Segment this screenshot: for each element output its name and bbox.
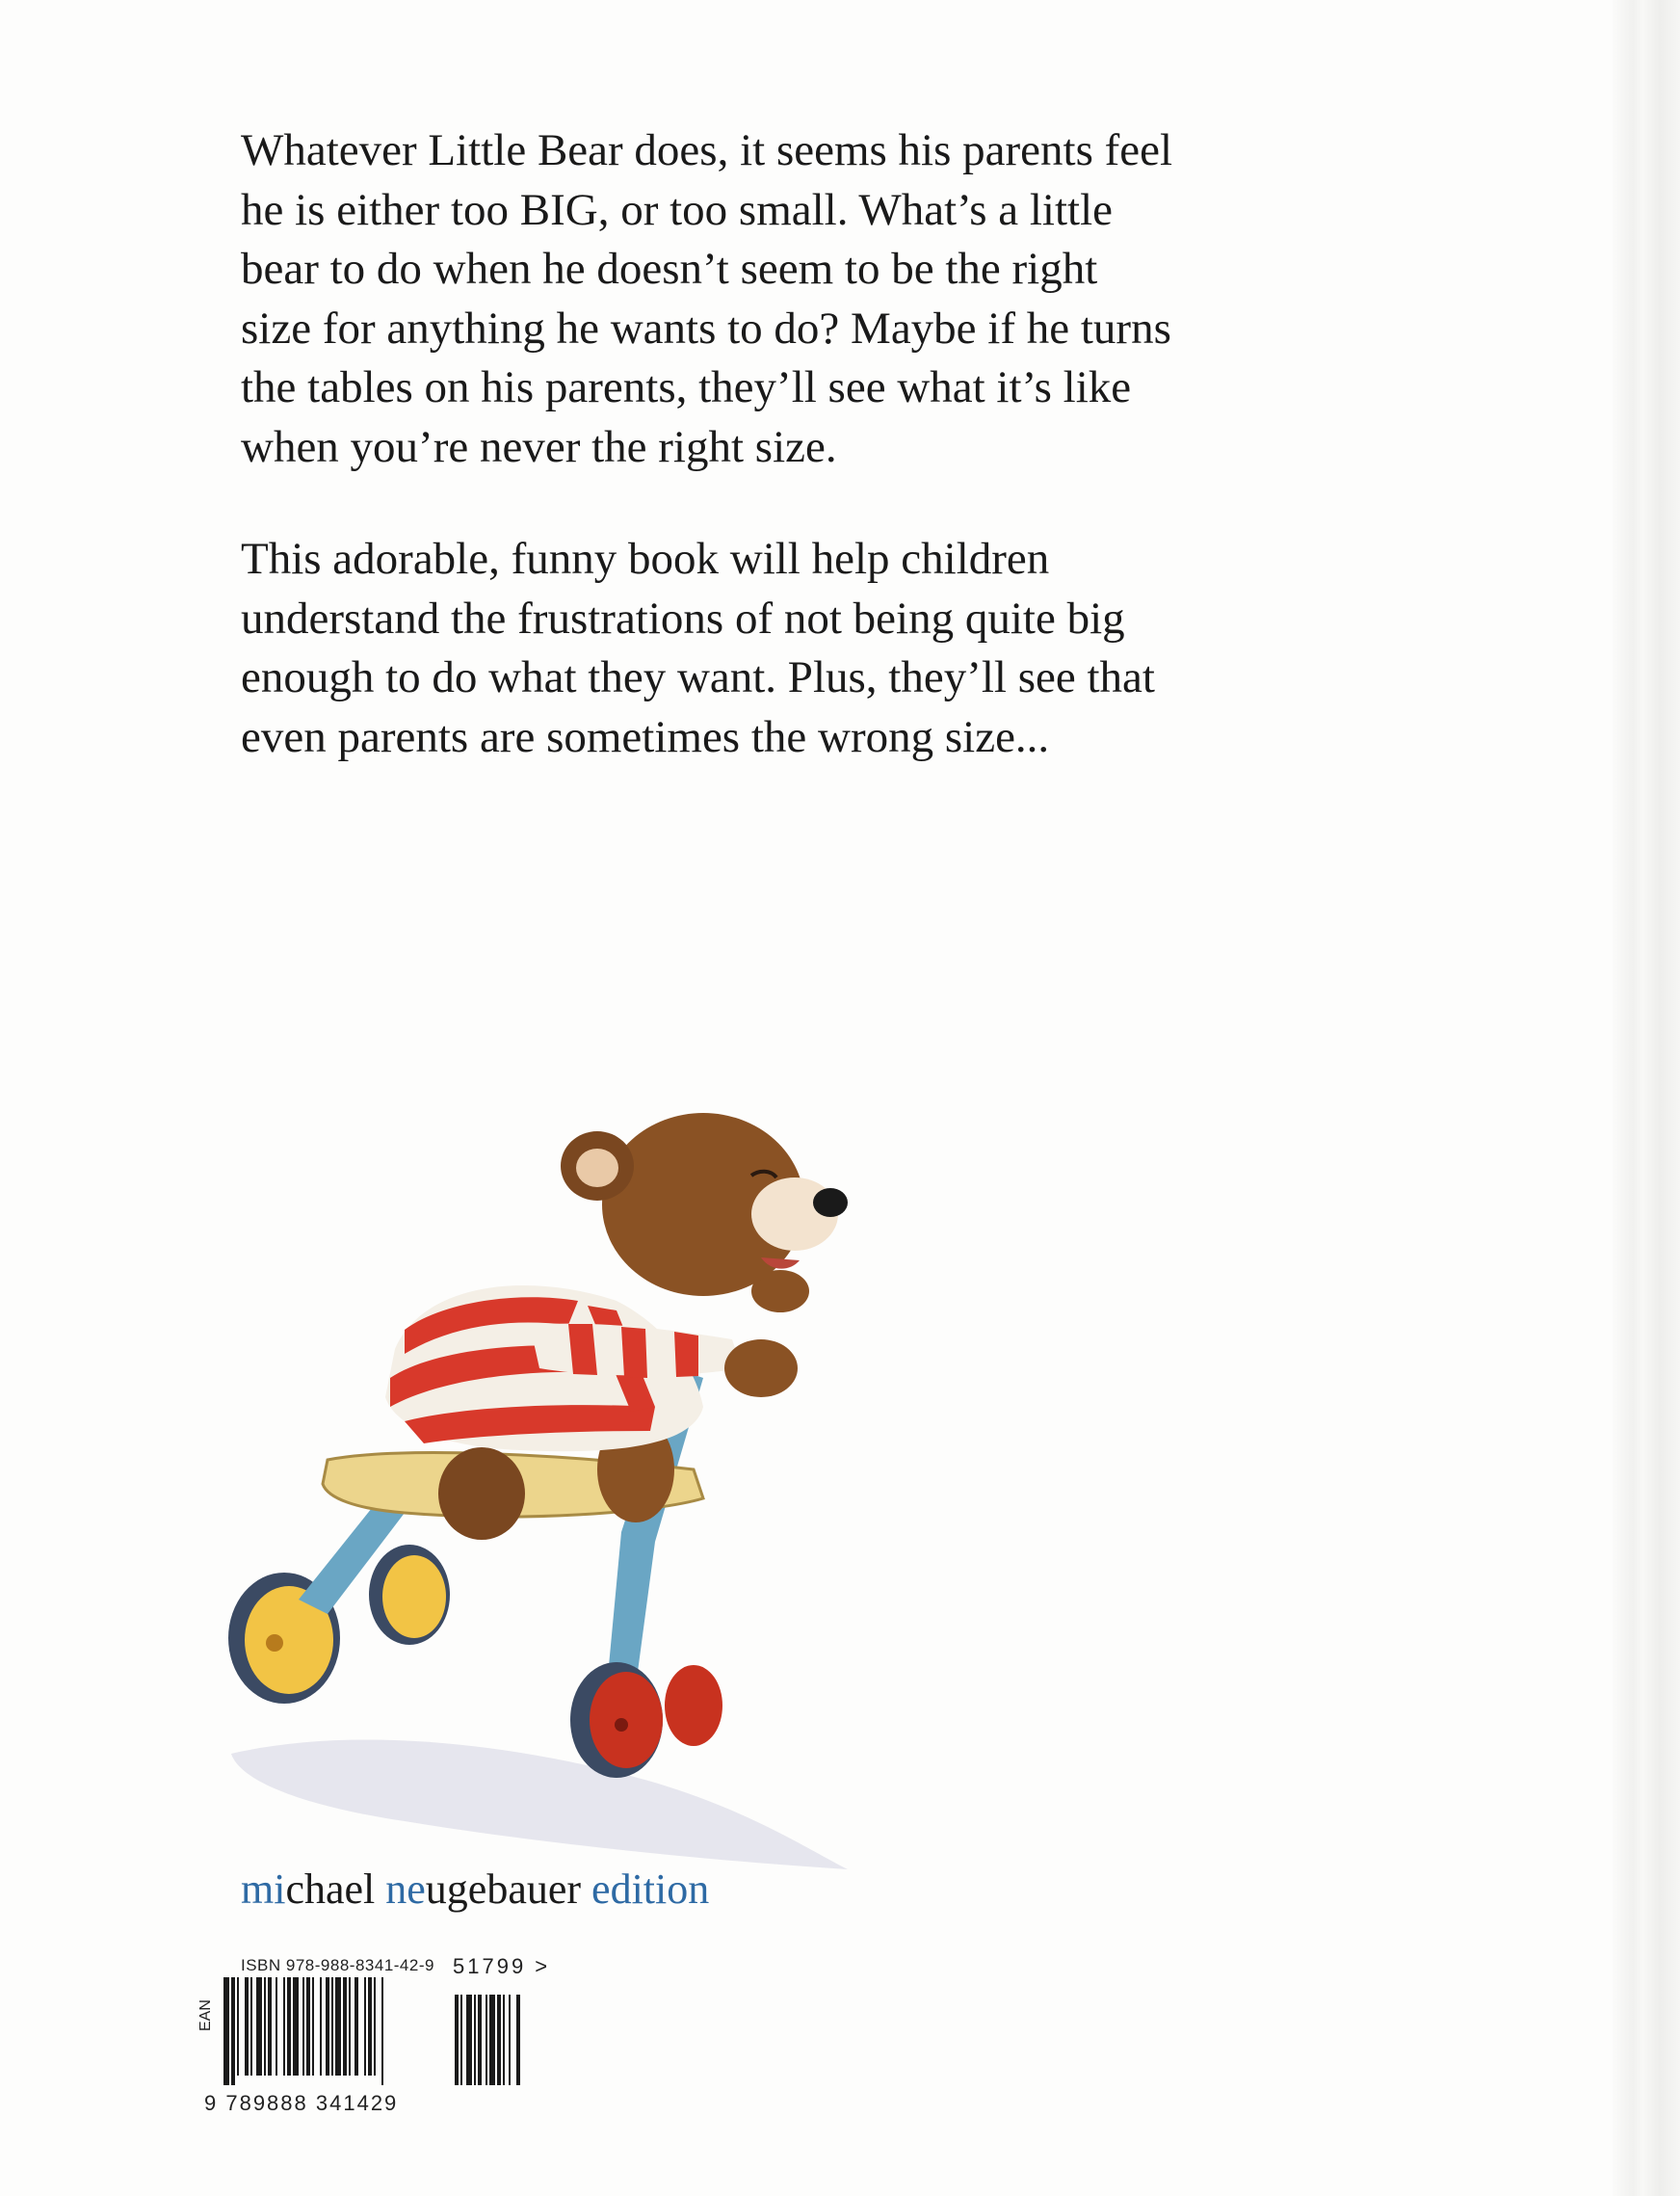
barcode-bar bbox=[293, 1977, 299, 2076]
blurb-line: size for anything he wants to do? Maybe if he turns bbox=[241, 303, 1171, 354]
barcode-bar bbox=[237, 1977, 239, 2076]
rear-wheel-right bbox=[369, 1545, 450, 1645]
barcode-bar bbox=[256, 1977, 262, 2076]
barcode-digits: 9 789888 341429 bbox=[204, 2091, 399, 2115]
blurb-line: he is either too BIG, or too small. What’s a little bbox=[241, 184, 1114, 235]
blurb-line: the tables on his parents, they’ll see what it’s like bbox=[241, 362, 1132, 412]
isbn-label: ISBN 978-988-8341-42-9 bbox=[241, 1956, 434, 1974]
blurb-line: when you’re never the right size. bbox=[241, 421, 837, 472]
barcode-bar bbox=[354, 1977, 358, 2076]
barcode-bar bbox=[374, 1977, 376, 2076]
bear-leg bbox=[438, 1447, 525, 1540]
barcode-bar bbox=[364, 1977, 366, 2076]
blurb-line: This adorable, funny book will help children bbox=[241, 534, 1050, 584]
barcode-bar bbox=[302, 1977, 304, 2076]
barcode-addon-bar bbox=[478, 1995, 482, 2085]
barcode-addon-bar bbox=[486, 1995, 487, 2085]
barcode-bar bbox=[223, 1977, 229, 2085]
front-wheel bbox=[570, 1662, 722, 1778]
barcode-bar bbox=[381, 1977, 383, 2085]
barcode-bar bbox=[368, 1977, 372, 2076]
barcode-addon-bar bbox=[455, 1995, 459, 2085]
spine-edge bbox=[1613, 0, 1680, 2196]
barcode-bar bbox=[349, 1977, 351, 2076]
publisher-imprint-part: chael bbox=[285, 1865, 386, 1913]
barcode-bar bbox=[268, 1977, 272, 2076]
barcode-bar bbox=[250, 1977, 252, 2076]
barcode-addon-bar bbox=[460, 1995, 462, 2085]
publisher-imprint bbox=[241, 1865, 709, 1914]
ground-shadow bbox=[231, 1740, 848, 1869]
barcode-addon-bar bbox=[489, 1995, 495, 2085]
blurb-line: enough to do what they want. Plus, they’ll see that bbox=[241, 652, 1155, 702]
barcode-bar bbox=[283, 1977, 285, 2076]
barcode-bar bbox=[276, 1977, 277, 2076]
blurb-line: bear to do when he doesn’t seem to be the right bbox=[241, 244, 1098, 294]
barcode-addon-bar bbox=[503, 1995, 505, 2085]
barcode-bar bbox=[306, 1977, 310, 2076]
bear-head bbox=[561, 1113, 848, 1296]
barcode-bar bbox=[287, 1977, 291, 2076]
barcode-bar bbox=[335, 1977, 341, 2076]
barcode-bar bbox=[326, 1977, 329, 2076]
blurb-line: understand the frustrations of not being quite big bbox=[241, 593, 1125, 644]
blurb-paragraph-2 bbox=[241, 530, 1397, 767]
publisher-imprint-part: ugebauer bbox=[425, 1865, 592, 1913]
bear-on-tricycle-illustration bbox=[116, 1089, 963, 1879]
bear-paw bbox=[724, 1339, 798, 1397]
publisher-imprint-part: edition bbox=[591, 1865, 710, 1913]
barcode-bar bbox=[343, 1977, 347, 2076]
barcode-bar bbox=[245, 1977, 249, 2076]
publisher-imprint-part: mi bbox=[241, 1865, 286, 1913]
publisher-imprint-part: ne bbox=[385, 1865, 426, 1913]
barcode-bar bbox=[320, 1977, 322, 2076]
barcode-addon-bar bbox=[516, 1995, 520, 2085]
barcode-bar bbox=[264, 1977, 266, 2076]
barcode-addon-bar bbox=[474, 1995, 476, 2085]
blurb-line: Whatever Little Bear does, it seems his parents feel bbox=[241, 125, 1173, 175]
blurb-paragraph-1 bbox=[241, 121, 1397, 477]
blurb-line: even parents are sometimes the wrong size... bbox=[241, 711, 1050, 762]
ean-label: EAN bbox=[197, 1999, 214, 2032]
barcode-bar bbox=[331, 1977, 333, 2076]
barcode-bar bbox=[231, 1977, 235, 2085]
barcode bbox=[223, 1977, 551, 2085]
barcode-addon-digits: 51799 > bbox=[453, 1954, 551, 1978]
barcode-bar bbox=[312, 1977, 314, 2076]
barcode-addon-bar bbox=[466, 1995, 472, 2085]
barcode-addon-bar bbox=[509, 1995, 511, 2085]
barcode-addon-bar bbox=[497, 1995, 501, 2085]
